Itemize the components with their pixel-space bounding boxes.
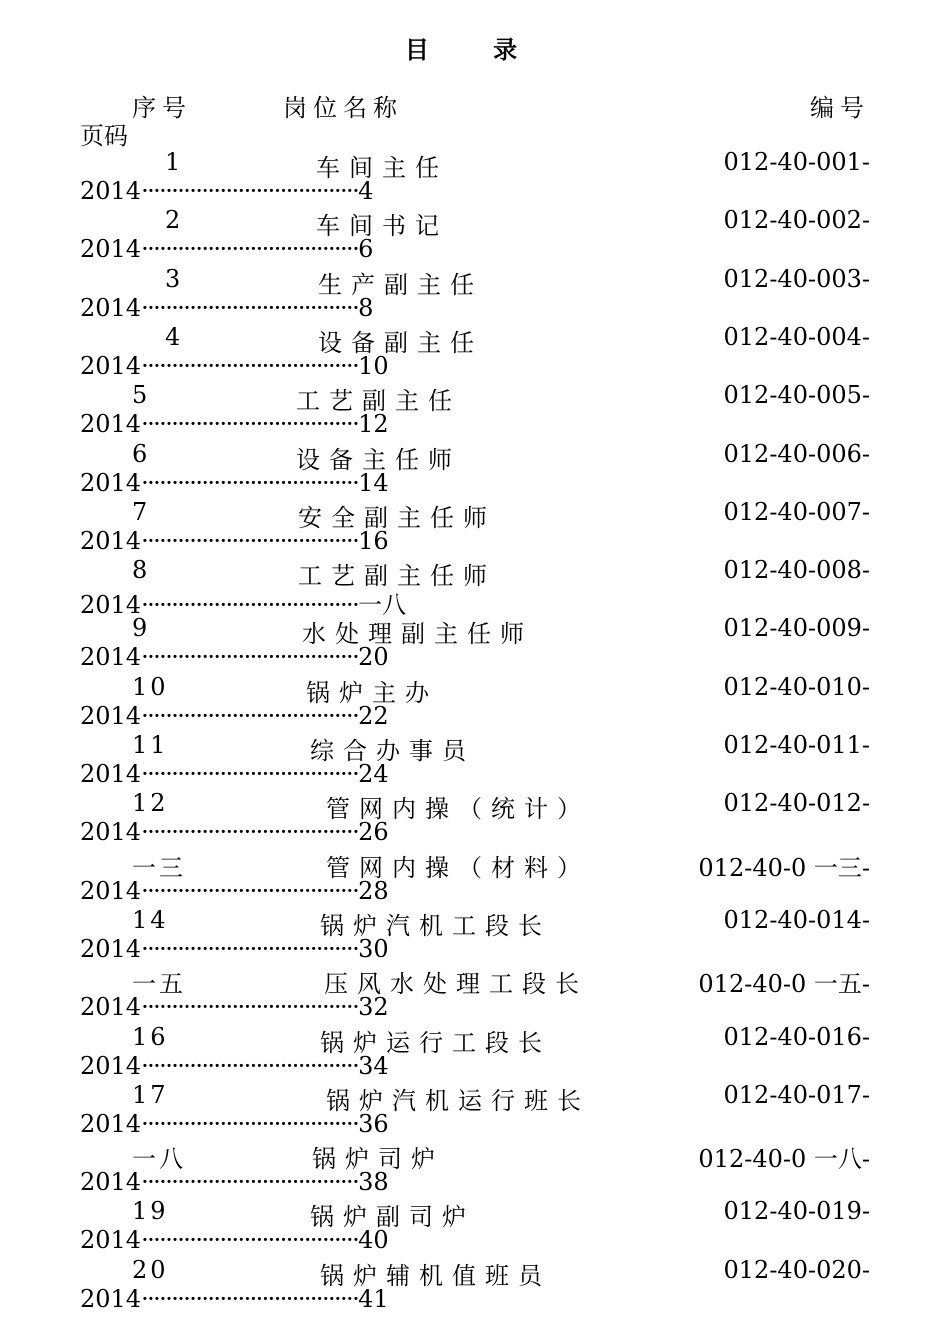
- toc-entry[interactable]: [0, 964, 950, 1022]
- entry-name: 工艺副主任: [296, 387, 461, 416]
- header-code: 编号: [810, 94, 870, 122]
- dot-leader: ····································: [141, 1168, 359, 1197]
- entry-code: 012-40-012-: [723, 789, 870, 818]
- entry-name: 设备副主任: [318, 328, 483, 357]
- entry-page: 22: [358, 701, 389, 730]
- dot-leader: ····································: [141, 876, 359, 905]
- toc-entry[interactable]: [0, 789, 950, 847]
- entry-code: 012-40-009-: [723, 614, 870, 643]
- dot-leader: ····································: [141, 1226, 359, 1255]
- entry-leader: [80, 352, 389, 380]
- entry-name: 车间主任: [316, 154, 448, 182]
- entry-page: 41: [358, 1284, 389, 1313]
- entry-code-tail: 2014: [80, 701, 142, 730]
- entry-code-tail: 2014: [80, 818, 142, 847]
- entry-code-tail: 2014: [80, 993, 142, 1022]
- toc-entry[interactable]: [0, 381, 950, 439]
- entry-seq: 3: [165, 264, 184, 293]
- entry-code: 012-40-014-: [723, 905, 870, 934]
- entry-seq: 9: [132, 614, 151, 643]
- entry-page: 4: [358, 177, 374, 205]
- toc-entry[interactable]: [0, 1081, 950, 1139]
- entry-name: 管网内操（材料）: [326, 853, 590, 882]
- toc-entry[interactable]: [0, 148, 950, 206]
- entry-page: 24: [358, 760, 389, 788]
- entry-code: 012-40-0 一八-: [698, 1145, 870, 1174]
- entry-page: 34: [358, 1051, 389, 1080]
- entry-code: 012-40-019-: [723, 1197, 870, 1226]
- entry-name: 生产副主任: [318, 270, 483, 299]
- entry-page: 16: [358, 526, 389, 555]
- dot-leader: ····································: [141, 1284, 359, 1313]
- entry-leader: [80, 235, 373, 263]
- header-page: 页码: [80, 122, 128, 150]
- dot-leader: ····································: [141, 1051, 359, 1080]
- entry-seq: 7: [132, 497, 151, 526]
- entry-seq: 8: [132, 556, 151, 585]
- dot-leader: ····································: [141, 293, 359, 322]
- entry-seq: 10: [132, 672, 169, 701]
- entry-name: 锅炉运行工段长: [320, 1028, 551, 1057]
- entry-leader: [80, 1110, 389, 1138]
- entry-code-tail: 2014: [80, 1051, 142, 1080]
- dot-leader: ····································: [141, 235, 359, 264]
- dot-leader: ····································: [141, 410, 359, 439]
- entry-name: 管网内操（统计）: [326, 795, 590, 824]
- entry-code-tail: 2014: [80, 591, 142, 620]
- entry-name: 工艺副主任师: [298, 562, 496, 591]
- entry-leader: [80, 702, 389, 730]
- entry-leader: [80, 935, 389, 963]
- toc-entry[interactable]: [0, 906, 950, 964]
- entry-code-tail: 2014: [80, 643, 142, 672]
- entry-leader: [80, 643, 389, 671]
- toc-entry[interactable]: [0, 556, 950, 620]
- dot-leader: ····································: [141, 177, 359, 205]
- entry-code: 012-40-003-: [723, 264, 870, 293]
- dot-leader: ····································: [141, 760, 359, 788]
- entry-name: 安全副主任师: [298, 503, 496, 532]
- entry-page: 6: [358, 235, 374, 264]
- entry-code: 012-40-004-: [723, 322, 870, 351]
- entry-seq: 一八: [132, 1145, 186, 1174]
- toc-entry[interactable]: [0, 848, 950, 906]
- entry-seq: 5: [132, 381, 151, 410]
- entry-code-tail: 2014: [80, 934, 142, 963]
- entry-leader: [80, 177, 373, 205]
- entry-leader: [80, 993, 389, 1021]
- entry-seq: 14: [132, 905, 169, 934]
- toc-entry[interactable]: [0, 440, 950, 498]
- entry-page: 32: [358, 993, 389, 1022]
- entry-page: 14: [358, 468, 389, 497]
- entry-leader: [80, 1226, 389, 1254]
- dot-leader: ····································: [141, 1109, 359, 1138]
- toc-entry[interactable]: [0, 1197, 950, 1255]
- entry-code-tail: 2014: [80, 876, 142, 905]
- entry-page: 28: [358, 876, 389, 905]
- entry-page: 20: [358, 643, 389, 672]
- entry-leader: [80, 1285, 389, 1313]
- entry-leader: [80, 294, 373, 322]
- toc-entry[interactable]: [0, 1023, 950, 1081]
- entry-seq: 一三: [132, 853, 186, 882]
- entry-code-tail: 2014: [80, 1284, 142, 1313]
- entry-code: 012-40-008-: [723, 556, 870, 585]
- entry-code: 012-40-007-: [723, 497, 870, 526]
- entry-code-tail: 2014: [80, 526, 142, 555]
- entry-code-tail: 2014: [80, 760, 142, 788]
- toc-entry[interactable]: [0, 265, 950, 323]
- entry-name: 综合办事员: [310, 737, 475, 765]
- entry-code-tail: 2014: [80, 177, 142, 205]
- entry-seq: 20: [132, 1255, 169, 1284]
- entry-leader: [80, 410, 389, 438]
- entry-page: 36: [358, 1109, 389, 1138]
- entry-code-tail: 2014: [80, 351, 142, 380]
- entry-leader: [80, 469, 389, 497]
- entry-page: 10: [358, 351, 389, 380]
- entry-code: 012-40-0 一三-: [698, 853, 870, 882]
- entry-code-tail: 2014: [80, 1168, 142, 1197]
- entry-seq: 1: [165, 148, 184, 176]
- entry-page: 一八: [358, 591, 407, 620]
- entry-code-tail: 2014: [80, 1226, 142, 1255]
- entry-page: 26: [358, 818, 389, 847]
- entry-page: 8: [358, 293, 374, 322]
- entry-page: 40: [358, 1226, 389, 1255]
- entry-code-tail: 2014: [80, 1109, 142, 1138]
- entry-seq: 4: [165, 322, 184, 351]
- entry-name: 水处理副主任师: [302, 620, 533, 649]
- entry-code: 012-40-006-: [723, 439, 870, 468]
- entry-leader: [80, 877, 389, 905]
- toc-entry[interactable]: [0, 673, 950, 731]
- entry-name: 锅炉司炉: [312, 1145, 444, 1174]
- entry-page: 30: [358, 934, 389, 963]
- entry-seq: 16: [132, 1022, 169, 1051]
- entry-page: 38: [358, 1168, 389, 1197]
- entry-name: 压风水处理工段长: [324, 970, 588, 999]
- dot-leader: ····································: [141, 818, 359, 847]
- toc-entry[interactable]: [0, 731, 950, 789]
- entry-seq: 6: [132, 439, 151, 468]
- entry-leader: [80, 818, 389, 846]
- entry-seq: 2: [165, 206, 184, 235]
- entry-code: 012-40-020-: [723, 1255, 870, 1284]
- entry-code-tail: 2014: [80, 293, 142, 322]
- entry-name: 锅炉辅机值班员: [320, 1261, 551, 1290]
- entry-name: 锅炉汽机运行班长: [326, 1086, 590, 1115]
- entry-seq: 17: [132, 1080, 169, 1109]
- entry-code-tail: 2014: [80, 410, 142, 439]
- dot-leader: ····································: [141, 643, 359, 672]
- toc-entry[interactable]: [0, 614, 950, 672]
- toc-entry[interactable]: [0, 206, 950, 264]
- entry-code: 012-40-001-: [723, 148, 870, 176]
- entry-seq: 19: [132, 1197, 169, 1226]
- entry-leader: [80, 1168, 389, 1196]
- entry-leader: [80, 760, 389, 788]
- entry-leader: [80, 1052, 389, 1080]
- entry-name: 车间书记: [316, 212, 448, 241]
- dot-leader: ····································: [141, 993, 359, 1022]
- entry-seq: 11: [132, 731, 169, 759]
- entry-seq: 一五: [132, 970, 186, 999]
- dot-leader: ····································: [141, 591, 359, 620]
- entry-code: 012-40-002-: [723, 206, 870, 235]
- entry-name: 设备主任师: [296, 445, 461, 474]
- toc-entry[interactable]: [0, 323, 950, 381]
- entry-name: 锅炉汽机工段长: [320, 911, 551, 940]
- toc-entry[interactable]: [0, 1256, 950, 1314]
- entry-code: 012-40-017-: [723, 1080, 870, 1109]
- entry-code-tail: 2014: [80, 468, 142, 497]
- entry-name: 锅炉副司炉: [310, 1203, 475, 1232]
- entry-code: 012-40-0 一五-: [698, 970, 870, 999]
- entry-code: 012-40-016-: [723, 1022, 870, 1051]
- toc-title: 目 录: [404, 35, 546, 64]
- entry-page: 12: [358, 410, 389, 439]
- dot-leader: ····································: [141, 701, 359, 730]
- dot-leader: ····································: [141, 351, 359, 380]
- toc-entry[interactable]: [0, 1139, 950, 1197]
- dot-leader: ····································: [141, 468, 359, 497]
- dot-leader: ····································: [141, 934, 359, 963]
- entry-code: 012-40-010-: [723, 672, 870, 701]
- entry-code: 012-40-005-: [723, 381, 870, 410]
- header-name: 岗位名称: [283, 94, 403, 122]
- toc-entry[interactable]: [0, 498, 950, 556]
- dot-leader: ····································: [141, 526, 359, 555]
- entry-code: 012-40-011-: [723, 731, 870, 759]
- entry-name: 锅炉主办: [306, 678, 438, 707]
- entry-code-tail: 2014: [80, 235, 142, 264]
- entry-leader: [80, 527, 389, 555]
- header-seq: 序号: [132, 94, 192, 122]
- entry-seq: 12: [132, 789, 169, 818]
